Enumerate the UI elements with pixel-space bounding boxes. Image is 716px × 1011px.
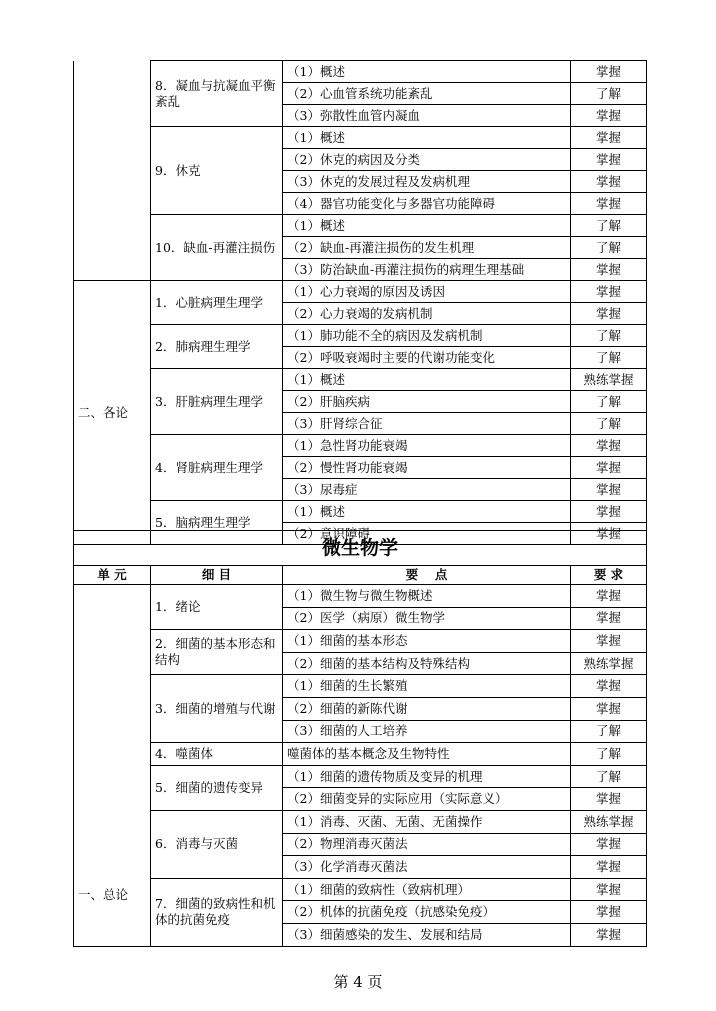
topic-cell: 1．心脏病理生理学 — [151, 281, 283, 325]
table-row — [74, 281, 647, 303]
requirement-cell: 掌握 — [571, 788, 647, 811]
topic-cell: 4．肾脏病理生理学 — [151, 435, 283, 501]
point-cell: （3）弥散性血管内凝血 — [283, 105, 571, 127]
point-cell: （1）概述 — [283, 61, 571, 83]
point-cell: （1）细菌的致病性（致病机理） — [283, 878, 571, 901]
header-req: 要 求 — [571, 566, 647, 585]
requirement-cell: 了解 — [571, 720, 647, 743]
topic-cell: 5．细菌的遗传变异 — [151, 765, 283, 810]
requirement-cell: 掌握 — [571, 171, 647, 193]
point-cell: （3）肝肾综合征 — [283, 413, 571, 435]
table-row — [74, 501, 647, 523]
point-cell: （1）急性肾功能衰竭 — [283, 435, 571, 457]
table-row — [74, 127, 647, 149]
point-cell: （1）肺功能不全的病因及发病机制 — [283, 325, 571, 347]
topic-cell: 3．细菌的增殖与代谢 — [151, 675, 283, 743]
point-cell: （2）机体的抗菌免疫（抗感染免疫） — [283, 901, 571, 924]
point-cell: （2）医学（病原）微生物学 — [283, 607, 571, 630]
topic-cell: 4．噬菌体 — [151, 743, 283, 766]
section-title: 微生物学 — [74, 531, 647, 566]
point-cell: （1）细菌的基本形态 — [283, 630, 571, 653]
requirement-cell: 掌握 — [571, 501, 647, 523]
requirement-cell: 掌握 — [571, 127, 647, 149]
table-row — [74, 215, 647, 237]
requirement-cell: 掌握 — [571, 856, 647, 879]
point-cell: （1）消毒、灭菌、无菌、无菌操作 — [283, 810, 571, 833]
requirement-cell: 了解 — [571, 237, 647, 259]
topic-cell: 7．细菌的致病性和机体的抗菌免疫 — [151, 878, 283, 946]
requirement-cell: 掌握 — [571, 61, 647, 83]
topic-cell: 5．脑病理生理学 — [151, 501, 283, 545]
point-cell: （1）概述 — [283, 501, 571, 523]
requirement-cell: 掌握 — [571, 833, 647, 856]
requirement-cell: 掌握 — [571, 675, 647, 698]
table-row — [74, 675, 647, 698]
point-cell: （1）微生物与微生物概述 — [283, 585, 571, 608]
requirement-cell: 掌握 — [571, 630, 647, 653]
table-row — [74, 585, 647, 608]
topic-cell: 3．肝脏病理生理学 — [151, 369, 283, 435]
requirement-cell: 掌握 — [571, 697, 647, 720]
topic-cell: 8．凝血与抗凝血平衡紊乱 — [151, 61, 283, 127]
requirement-cell: 熟练掌握 — [571, 810, 647, 833]
pathophysiology-table — [73, 60, 647, 545]
point-cell: （2）慢性肾功能衰竭 — [283, 457, 571, 479]
table-row — [74, 369, 647, 391]
point-cell: （4）器官功能变化与多器官功能障碍 — [283, 193, 571, 215]
table-row — [74, 810, 647, 833]
point-cell: （1）概述 — [283, 127, 571, 149]
header-unit: 单 元 — [74, 566, 151, 585]
topic-cell: 6．消毒与灭菌 — [151, 810, 283, 878]
point-cell: （2）休克的病因及分类 — [283, 149, 571, 171]
point-cell: （1）细菌的生长繁殖 — [283, 675, 571, 698]
topic-cell: 1．绪论 — [151, 585, 283, 630]
point-cell: （2）缺血-再灌注损伤的发生机理 — [283, 237, 571, 259]
point-cell: （2）细菌变异的实际应用（实际意义） — [283, 788, 571, 811]
point-cell: （3）防治缺血-再灌注损伤的病理生理基础 — [283, 259, 571, 281]
requirement-cell: 了解 — [571, 83, 647, 105]
table-row — [74, 435, 647, 457]
requirement-cell: 了解 — [571, 347, 647, 369]
table-row — [74, 630, 647, 653]
requirement-cell: 掌握 — [571, 149, 647, 171]
requirement-cell: 掌握 — [571, 878, 647, 901]
point-cell: （2）心血管系统功能紊乱 — [283, 83, 571, 105]
unit-cell — [74, 61, 151, 281]
point-cell: （3）尿毒症 — [283, 479, 571, 501]
point-cell: （3）化学消毒灭菌法 — [283, 856, 571, 879]
point-cell: （1）细菌的遗传物质及变异的机理 — [283, 765, 571, 788]
requirement-cell: 掌握 — [571, 281, 647, 303]
requirement-cell: 熟练掌握 — [571, 369, 647, 391]
topic-cell: 10．缺血-再灌注损伤 — [151, 215, 283, 281]
point-cell: （2）心力衰竭的发病机制 — [283, 303, 571, 325]
requirement-cell: 掌握 — [571, 259, 647, 281]
requirement-cell: 了解 — [571, 743, 647, 766]
page-footer: 第 4 页 — [333, 973, 383, 991]
point-cell: （3）休克的发展过程及发病机理 — [283, 171, 571, 193]
point-cell: （2）细菌的新陈代谢 — [283, 697, 571, 720]
requirement-cell: 了解 — [571, 391, 647, 413]
point-cell: （1）心力衰竭的原因及诱因 — [283, 281, 571, 303]
topic-cell: 2．细菌的基本形态和结构 — [151, 630, 283, 675]
point-cell: （2）意识障碍 — [283, 523, 571, 545]
requirement-cell: 了解 — [571, 215, 647, 237]
requirement-cell: 了解 — [571, 325, 647, 347]
header-topic: 细 目 — [151, 566, 283, 585]
table-row — [74, 743, 647, 766]
point-cell: （2）细菌的基本结构及特殊结构 — [283, 652, 571, 675]
header-point: 要 点 — [283, 566, 571, 585]
point-cell: （2）物理消毒灭菌法 — [283, 833, 571, 856]
requirement-cell: 掌握 — [571, 457, 647, 479]
requirement-cell: 掌握 — [571, 435, 647, 457]
point-cell: （3）细菌的人工培养 — [283, 720, 571, 743]
unit-cell: 一、总论 — [74, 585, 151, 947]
requirement-cell: 掌握 — [571, 303, 647, 325]
requirement-cell: 熟练掌握 — [571, 652, 647, 675]
requirement-cell: 掌握 — [571, 607, 647, 630]
microbiology-table — [73, 530, 647, 947]
table-row — [74, 765, 647, 788]
point-cell: （2）肝脑疾病 — [283, 391, 571, 413]
requirement-cell: 掌握 — [571, 105, 647, 127]
point-cell: 噬菌体的基本概念及生物特性 — [283, 743, 571, 766]
point-cell: （1）概述 — [283, 215, 571, 237]
unit-cell: 二、各论 — [74, 281, 151, 545]
table-row — [74, 325, 647, 347]
point-cell: （3）细菌感染的发生、发展和结局 — [283, 923, 571, 946]
topic-cell: 2．肺病理生理学 — [151, 325, 283, 369]
point-cell: （2）呼吸衰竭时主要的代谢功能变化 — [283, 347, 571, 369]
topic-cell: 9．休克 — [151, 127, 283, 215]
requirement-cell: 了解 — [571, 765, 647, 788]
requirement-cell: 掌握 — [571, 193, 647, 215]
requirement-cell: 掌握 — [571, 585, 647, 608]
requirement-cell: 掌握 — [571, 523, 647, 545]
requirement-cell: 掌握 — [571, 479, 647, 501]
point-cell: （1）概述 — [283, 369, 571, 391]
table-row — [74, 61, 647, 83]
requirement-cell: 掌握 — [571, 901, 647, 924]
requirement-cell: 了解 — [571, 413, 647, 435]
table-row — [74, 878, 647, 901]
requirement-cell: 掌握 — [571, 923, 647, 946]
